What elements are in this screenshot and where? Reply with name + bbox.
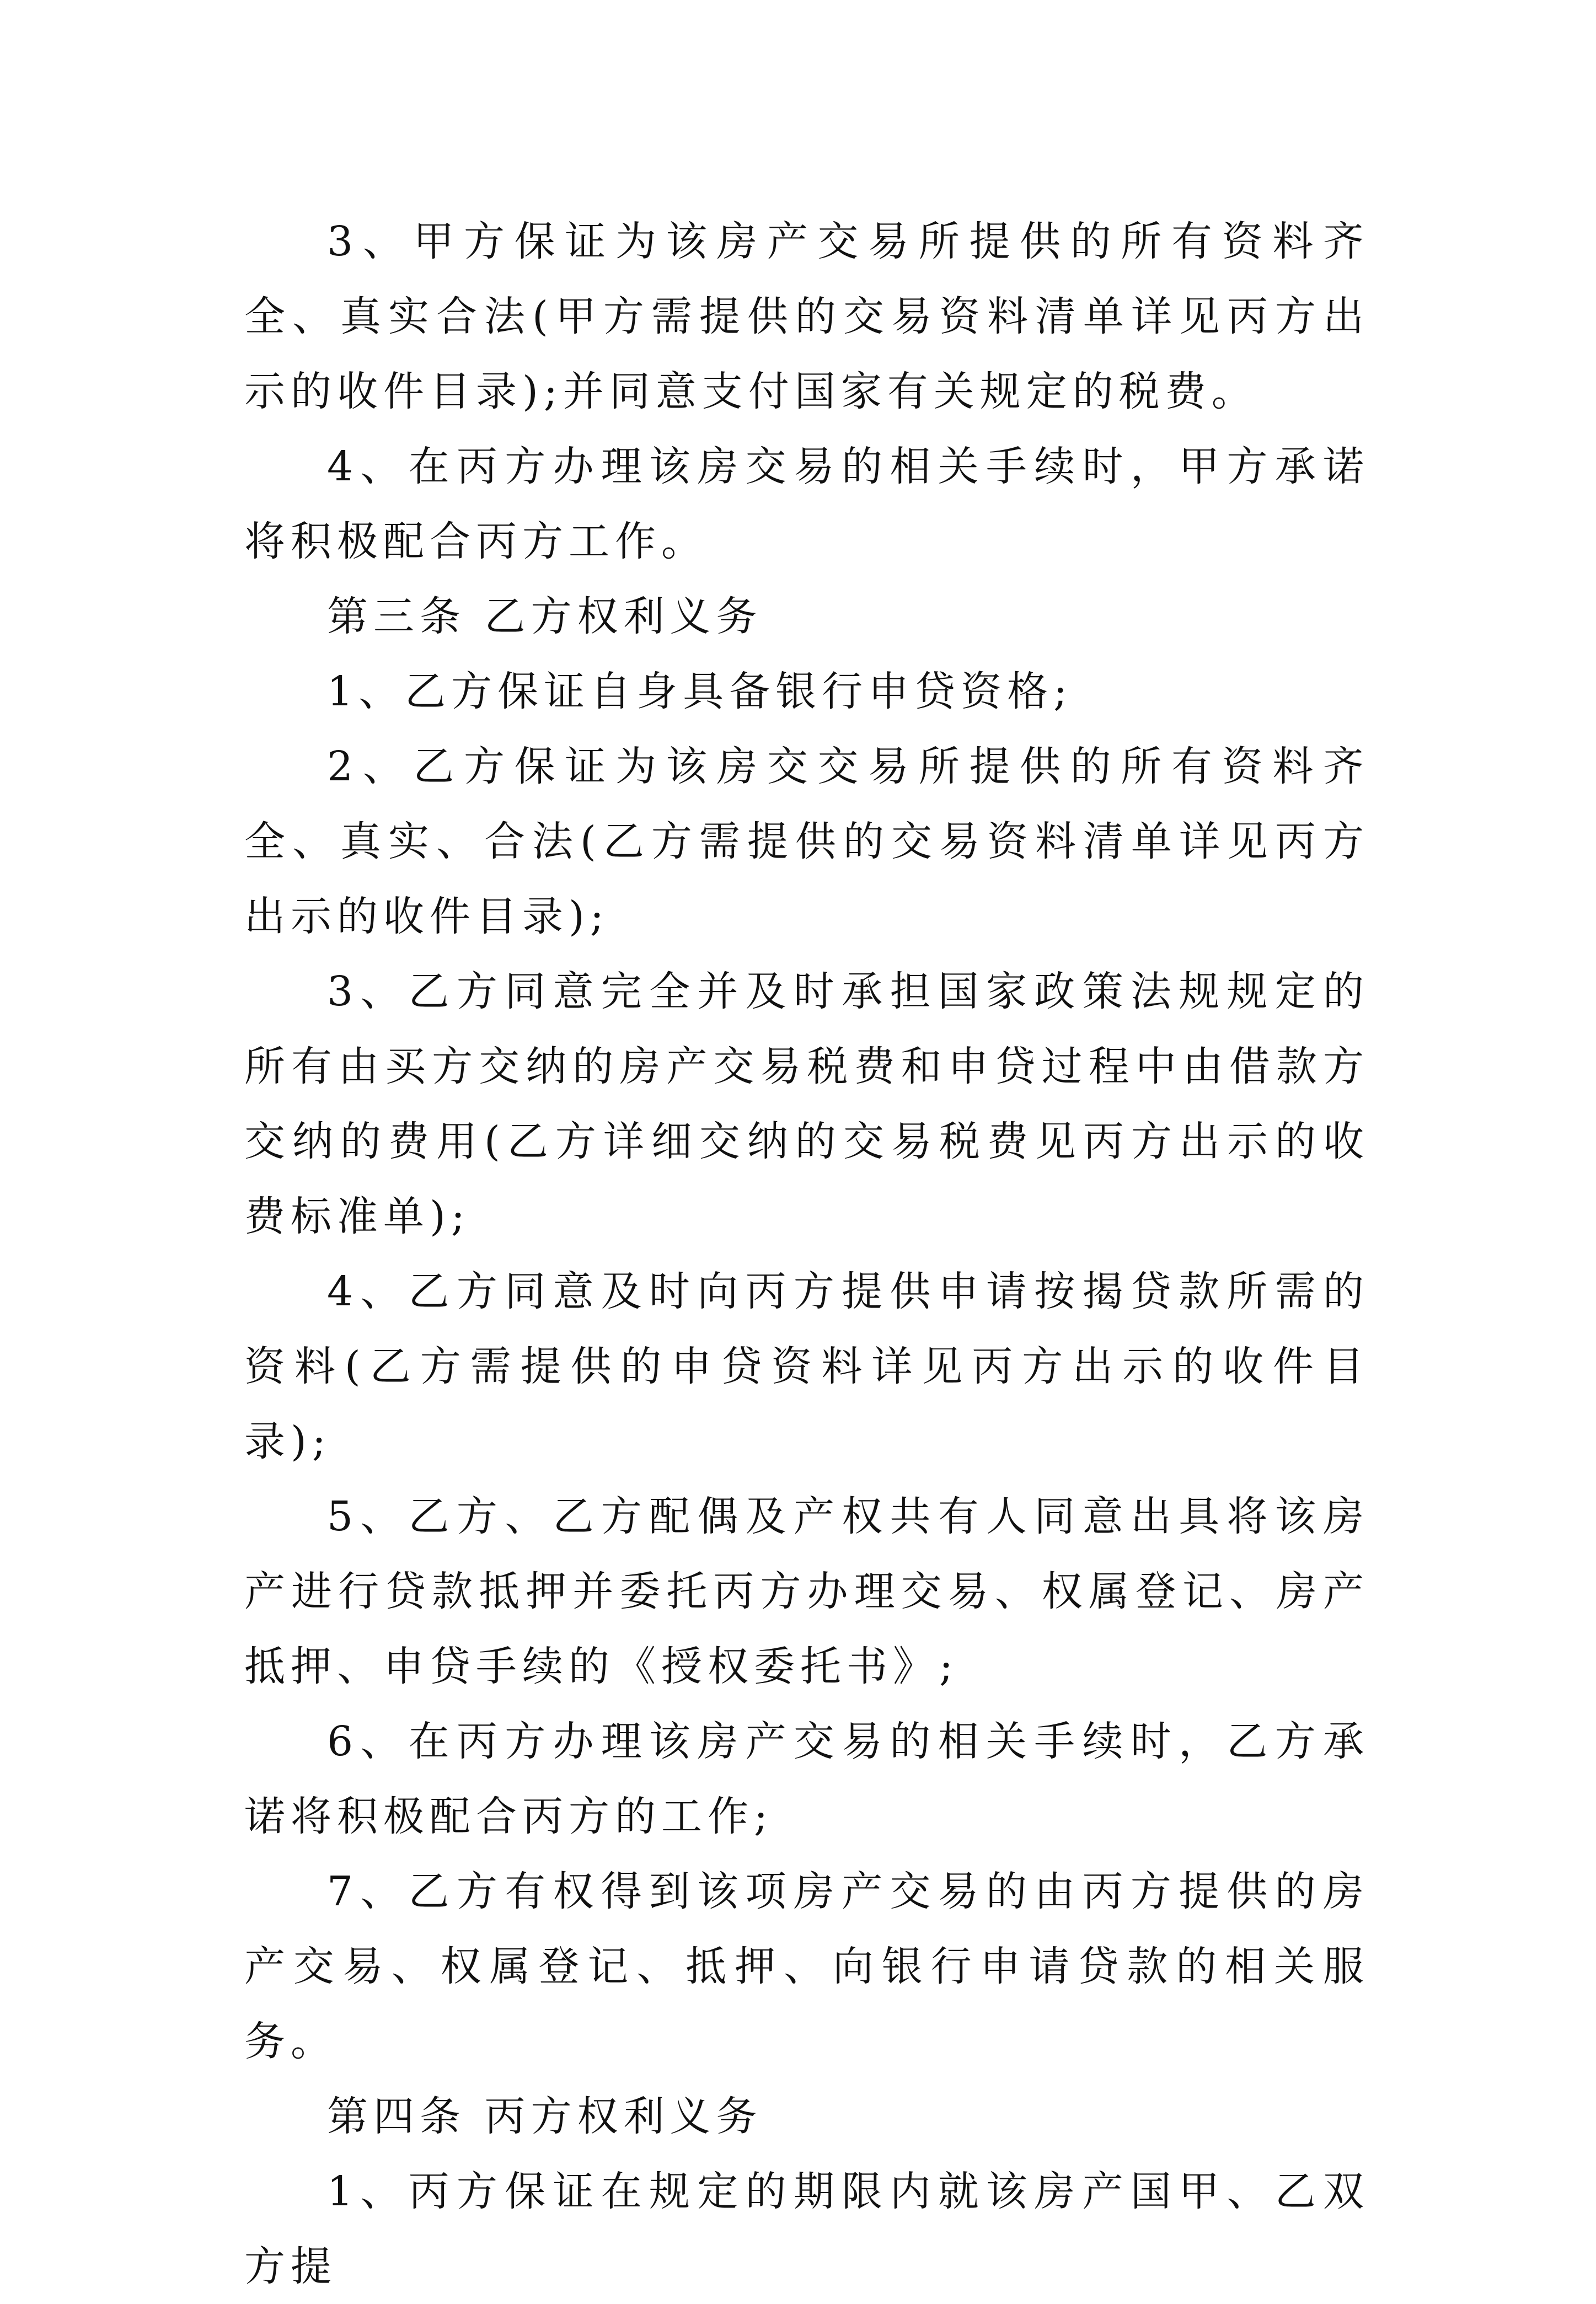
section-heading: 第三条 乙方权利义务 [327,593,763,640]
clause-paragraph: 3、乙方同意完全并及时承担国家政策法规规定的所有由买方交纳的房产交易税费和申贷过程中由借款方交纳的费用(乙方详细交纳的交易税费见丙方出示的收费标准单); [244,968,1369,1240]
clause-paragraph: 4、在丙方办理该房交易的相关手续时，甲方承诺将积极配合丙方工作。 [244,443,1369,565]
clause-paragraph: 2、乙方保证为该房交交易所提供的所有资料齐全、真实、合法(乙方需提供的交易资料清单详见丙方出示的收件目录); [244,743,1369,940]
clause-paragraph: 3、甲方保证为该房产交易所提供的所有资料齐全、真实合法(甲方需提供的交易资料清单详见丙方出示的收件目录);并同意支付国家有关规定的税费。 [244,218,1369,415]
clause-paragraph: 1、乙方保证自身具备银行申贷资格; [327,668,1073,715]
clause-paragraph: 6、在丙方办理该房产交易的相关手续时，乙方承诺将积极配合丙方的工作; [244,1718,1369,1840]
clause-paragraph: 7、乙方有权得到该项房产交易的由丙方提供的房产交易、权属登记、抵押、向银行申请贷款的相关服务。 [244,1868,1369,2065]
section-heading: 第四条 丙方权利义务 [327,2093,763,2140]
clause-paragraph: 4、乙方同意及时向丙方提供申请按揭贷款所需的资料(乙方需提供的申贷资料详见丙方出示的收件目录); [244,1268,1369,1465]
clause-paragraph: 1、丙方保证在规定的期限内就该房产国甲、乙双方提 [244,2168,1369,2290]
clause-paragraph: 5、乙方、乙方配偶及产权共有人同意出具将该房产进行贷款抵押并委托丙方办理交易、权属登记、房产抵押、申贷手续的《授权委托书》; [244,1493,1369,1690]
document-body [244,204,1369,2304]
